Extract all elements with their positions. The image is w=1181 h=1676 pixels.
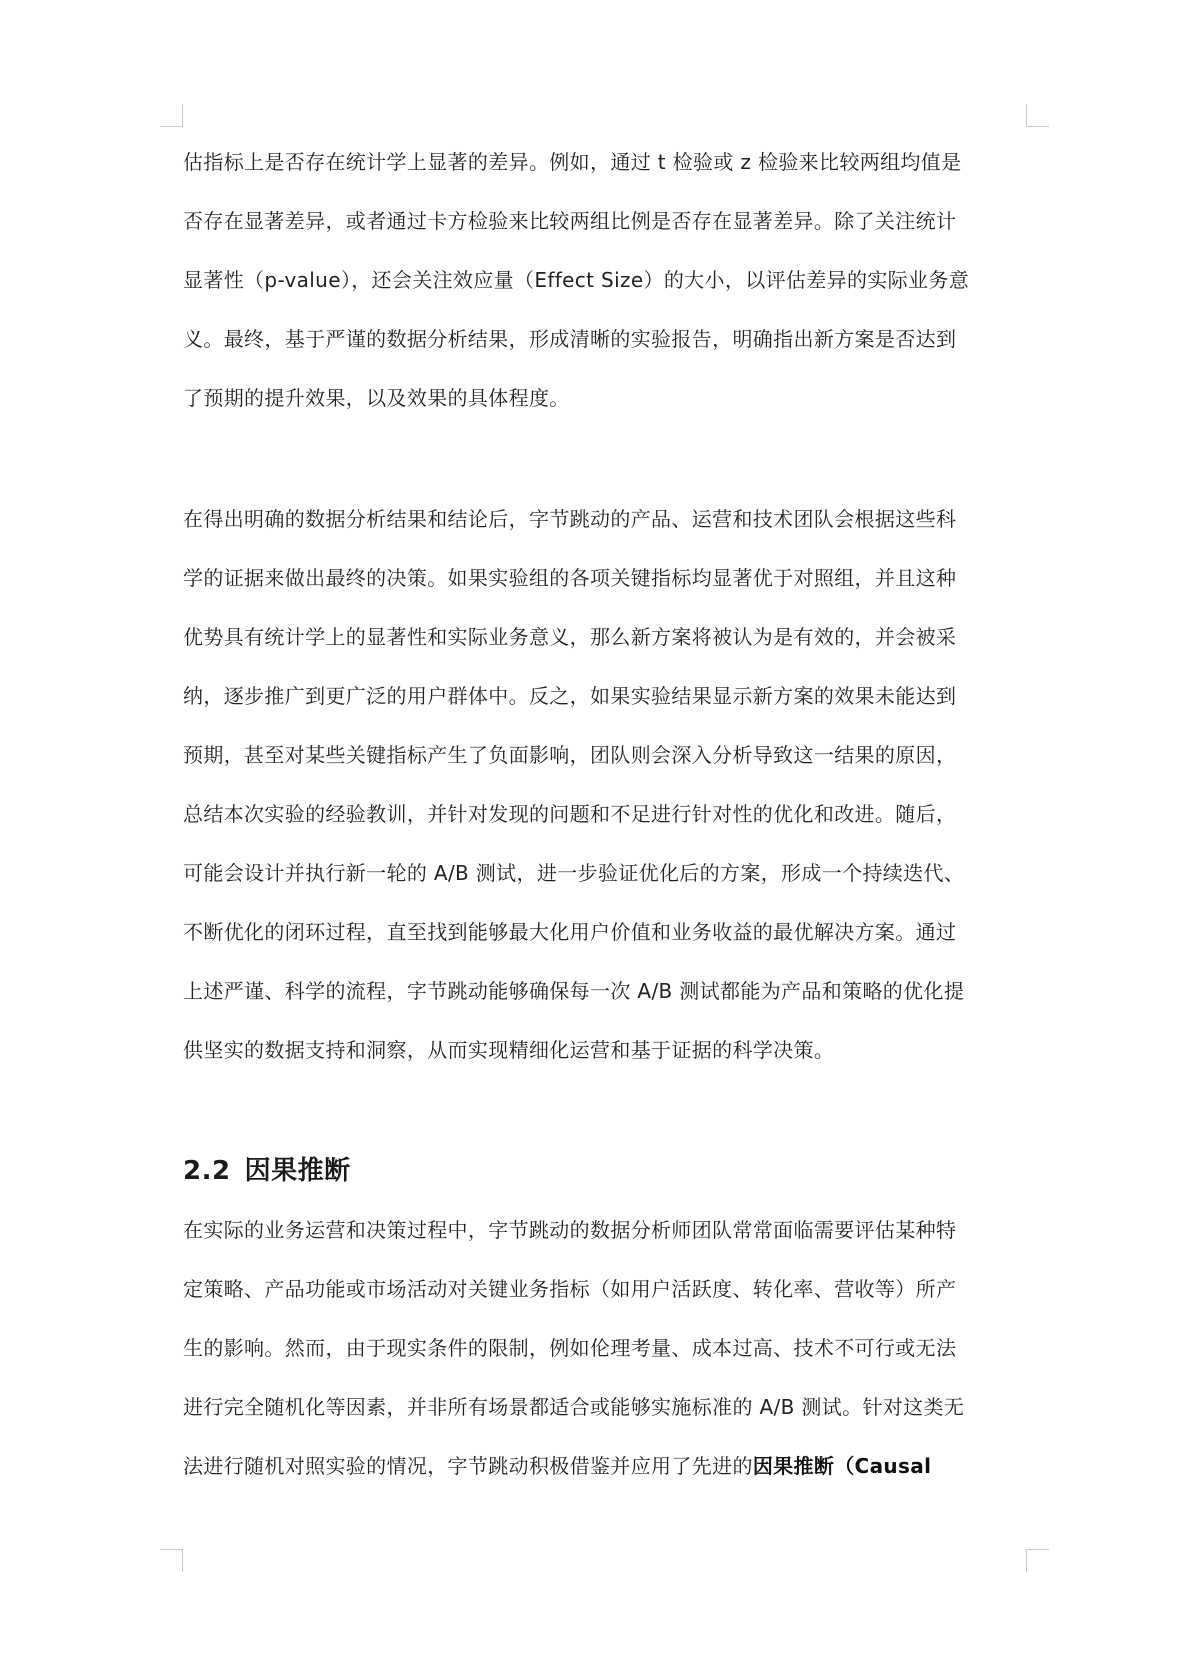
text-line: 估指标上是否存在统计学上显著的差异。例如，通过 t 检验或 z 检验来比较两组均值是 (183, 150, 962, 174)
paragraph-spacer (183, 428, 1025, 490)
page-content (183, 133, 1025, 1496)
text-run: 法进行随机对照实验的情况，字节跳动积极借鉴并应用了先进的 (183, 1454, 753, 1478)
page-corner-top-right (1026, 104, 1049, 127)
text-line: 供坚实的数据支持和洞察，从而实现精细化运营和基于证据的科学决策。 (183, 1038, 835, 1062)
text-line: 不断优化的闭环过程，直至找到能够最大化用户价值和业务收益的最优解决方案。通过 (183, 920, 957, 944)
text-line: 纳，逐步推广到更广泛的用户群体中。反之，如果实验结果显示新方案的效果未能达到 (183, 684, 957, 708)
page-corner-bottom-left (160, 1549, 183, 1572)
paragraph-causal-inference-intro (183, 1201, 1025, 1496)
text-line: 定策略、产品功能或市场活动对关键业务指标（如用户活跃度、转化率、营收等）所产 (183, 1277, 957, 1301)
section-number: 2.2 (183, 1156, 231, 1186)
text-line-with-bold (183, 1437, 1025, 1496)
section-heading (183, 1142, 1025, 1201)
text-line: 在实际的业务运营和决策过程中，字节跳动的数据分析师团队常常面临需要评估某种特 (183, 1218, 957, 1242)
text-line: 了预期的提升效果，以及效果的具体程度。 (183, 386, 570, 410)
text-line: 可能会设计并执行新一轮的 A/B 测试，进一步验证优化后的方案，形成一个持续迭代、 (183, 861, 965, 885)
text-line: 学的证据来做出最终的决策。如果实验组的各项关键指标均显著优于对照组，并且这种 (183, 566, 957, 590)
text-line: 进行完全随机化等因素，并非所有场景都适合或能够实施标准的 A/B 测试。针对这类无 (183, 1395, 965, 1419)
paragraph-analysis-results (183, 133, 1025, 428)
paragraph-decision-making (183, 490, 1025, 1080)
section-title: 因果推断 (244, 1156, 351, 1186)
page-corner-top-left (160, 104, 183, 127)
text-line: 义。最终，基于严谨的数据分析结果，形成清晰的实验报告，明确指出新方案是否达到 (183, 327, 957, 351)
text-line: 在得出明确的数据分析结果和结论后，字节跳动的产品、运营和技术团队会根据这些科 (183, 507, 957, 531)
bold-term-causal-inference: 因果推断（Causal (752, 1454, 932, 1478)
text-line: 预期，甚至对某些关键指标产生了负面影响，团队则会深入分析导致这一结果的原因， (183, 743, 957, 767)
text-line: 总结本次实验的经验教训，并针对发现的问题和不足进行针对性的优化和改进。随后， (183, 802, 957, 826)
page-corner-bottom-right (1026, 1549, 1049, 1572)
text-line: 生的影响。然而，由于现实条件的限制，例如伦理考量、成本过高、技术不可行或无法 (183, 1336, 957, 1360)
text-line: 否存在显著差异，或者通过卡方检验来比较两组比例是否存在显著差异。除了关注统计 (183, 209, 957, 233)
text-line: 上述严谨、科学的流程，字节跳动能够确保每一次 A/B 测试都能为产品和策略的优化提 (183, 979, 965, 1003)
text-line: 优势具有统计学上的显著性和实际业务意义，那么新方案将被认为是有效的，并会被采 (183, 625, 957, 649)
paragraph-spacer (183, 1080, 1025, 1142)
text-line: 显著性（p-value），还会关注效应量（Effect Size）的大小，以评估差异的实际业务意 (183, 268, 970, 292)
